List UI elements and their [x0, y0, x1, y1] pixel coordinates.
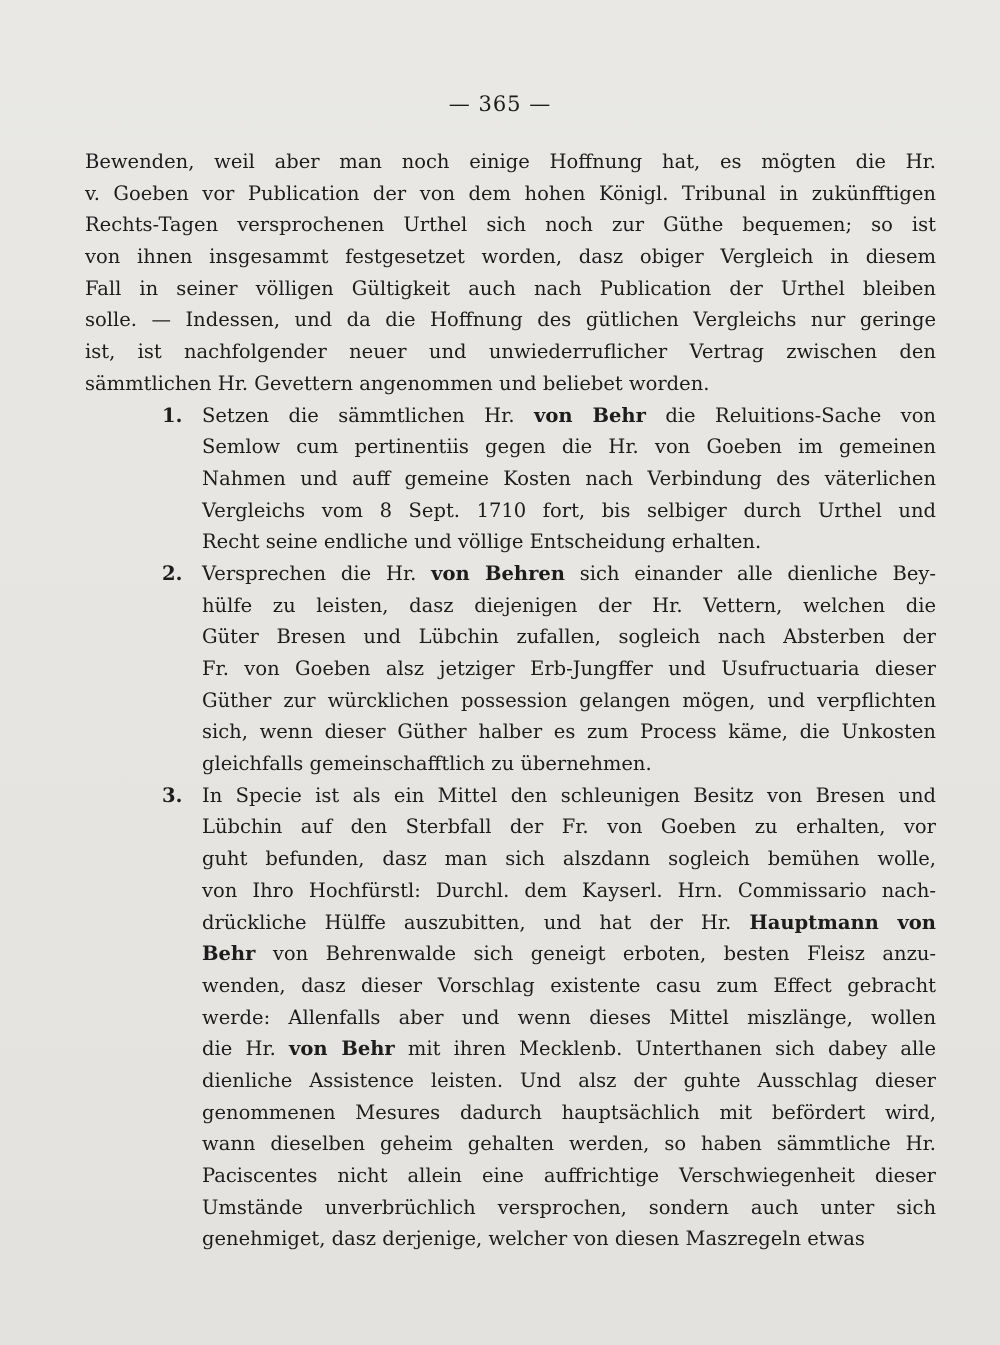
- text-run: von Ihro Hochfürstl: Durchl. dem Kayserl. Hrn. Commissario nach-: [202, 878, 936, 902]
- text-line: [202, 811, 936, 843]
- list-item: [85, 558, 936, 780]
- text-run: wann dieselben geheim gehalten werden, so haben sämmtliche Hr.: [202, 1132, 936, 1156]
- text-run: Semlow cum pertinentiis gegen die Hr. von Goeben im gemeinen: [202, 435, 936, 459]
- text-run: Güther zur würcklichen possession gelangen mögen, und verpflichten: [202, 688, 936, 712]
- text-run: Lübchin auf den Sterbfall der Fr. von Goeben zu erhalten, vor: [202, 815, 936, 839]
- text-run: drückliche Hülffe auszubitten, und hat der Hr.: [202, 910, 750, 934]
- text-line: [202, 970, 936, 1002]
- text-line: [202, 1223, 936, 1255]
- list-item: [85, 400, 936, 558]
- text-line: solle. — Indessen, und da die Hoffnung des gütlichen Vergleichs nur geringe: [85, 308, 936, 332]
- text-run: Nahmen und auff gemeine Kosten nach Verbindung des väterlichen: [202, 466, 936, 490]
- text-run: mit ihren Mecklenb. Unterthanen sich dabey alle: [394, 1037, 937, 1061]
- text-run: Versprechen die Hr.: [202, 561, 432, 585]
- text-run: genehmiget, dasz derjenige, welcher von diesen Maszregeln etwas: [202, 1227, 865, 1251]
- text-run: Umstände unverbrüchlich versprochen, sondern auch unter sich: [202, 1195, 936, 1219]
- text-line: [202, 938, 936, 970]
- text-run: werde: Allenfalls aber und wenn dieses Mittel miszlänge, wollen: [202, 1005, 936, 1029]
- intro-paragraph: [85, 146, 936, 400]
- item-number: 3.: [162, 783, 183, 807]
- text-run: gleichfalls gemeinschafftlich zu übernehmen.: [202, 752, 652, 776]
- text-line: [202, 875, 936, 907]
- item-number: 2.: [162, 561, 183, 585]
- text-line: [202, 653, 936, 685]
- text-line: [202, 685, 936, 717]
- text-run: Setzen die sämmtlichen Hr.: [202, 403, 534, 427]
- text-line: [202, 495, 936, 527]
- bold-name: Hauptmann von: [749, 910, 936, 934]
- text-line: [202, 400, 936, 432]
- text-line: [202, 1097, 936, 1129]
- text-run: Fr. von Goeben alsz jetziger Erb-Jungffer und Usufructuaria dieser: [202, 657, 936, 680]
- text-line: [202, 907, 936, 939]
- text-run: die Reluitions-Sache von: [645, 403, 936, 427]
- text-line: [202, 526, 936, 558]
- text-run: die Hr.: [202, 1037, 290, 1061]
- text-line: [202, 716, 936, 748]
- text-line: ist, ist nachfolgender neuer und unwiederruflicher Vertrag zwischen den: [85, 340, 936, 364]
- text-run: sich einander alle dienliche Bey-: [564, 561, 937, 585]
- body-text: [85, 146, 936, 1255]
- bold-name: Behr: [202, 942, 256, 966]
- text-run: Paciscentes nicht allein eine auffrichtige Verschwiegenheit dieser: [202, 1164, 936, 1187]
- text-run: hülfe zu leisten, dasz diejenigen der Hr. Vettern, welchen die: [202, 593, 936, 617]
- text-line: Rechts-Tagen versprochenen Urthel sich noch zur Güthe bequemen; so ist: [85, 213, 936, 237]
- text-line: Bewenden, weil aber man noch einige Hoffnung hat, es mögten die Hr.: [85, 150, 936, 173]
- text-run: genommenen Mesures dadurch hauptsächlich mit befördert wird,: [202, 1100, 936, 1124]
- text-line: [202, 621, 936, 653]
- page-number: — 365 —: [448, 92, 552, 116]
- text-run: guht befunden, dasz man sich alszdann sogleich bemühen wolle,: [202, 847, 936, 871]
- text-run: Vergleichs vom 8 Sept. 1710 fort, bis selbiger durch Urthel und: [202, 498, 936, 522]
- text-line: [202, 463, 936, 495]
- text-run: Recht seine endliche und völlige Entscheidung erhalten.: [202, 530, 762, 554]
- text-line: [202, 1160, 936, 1192]
- text-line: [202, 748, 936, 780]
- text-line: [202, 1065, 936, 1097]
- text-line: [202, 1033, 936, 1065]
- text-line: [202, 431, 936, 463]
- text-line: [202, 1128, 936, 1160]
- text-line: [202, 843, 936, 875]
- bold-name: von Behr: [289, 1037, 395, 1061]
- text-line: v. Goeben vor Publication der von dem hohen Königl. Tribunal in zukünfftigen: [85, 181, 936, 205]
- text-line: [202, 1192, 936, 1224]
- text-line: [202, 590, 936, 622]
- bold-name: von Behren: [431, 561, 565, 585]
- list-item: [85, 780, 936, 1255]
- text-line: Fall in seiner völligen Gültigkeit auch nach Publication der Urthel bleiben: [85, 276, 936, 300]
- item-number: 1.: [162, 403, 183, 427]
- text-run: sich, wenn dieser Güther halber es zum Process käme, die Unkosten: [202, 720, 936, 744]
- text-run: wenden, dasz dieser Vorschlag existente casu zum Effect gebracht: [202, 973, 936, 997]
- text-run: dienliche Assistence leisten. Und alsz der guhte Ausschlag dieser: [202, 1068, 936, 1092]
- bold-name: von Behr: [534, 403, 646, 427]
- text-line: [202, 1002, 936, 1034]
- text-line: [202, 780, 936, 812]
- text-line: sämmtlichen Hr. Gevettern angenommen und beliebet worden.: [85, 371, 710, 395]
- text-run: von Behrenwalde sich geneigt erboten, besten Fleisz anzu-: [255, 942, 936, 966]
- text-line: von ihnen insgesammt festgesetzet worden, dasz obiger Vergleich in diesem: [85, 245, 936, 269]
- text-line: [202, 558, 936, 590]
- text-run: Güter Bresen und Lübchin zufallen, sogleich nach Absterben der: [202, 625, 936, 649]
- numbered-list: [85, 400, 936, 1256]
- text-run: In Specie ist als ein Mittel den schleunigen Besitz von Bresen und: [202, 783, 936, 807]
